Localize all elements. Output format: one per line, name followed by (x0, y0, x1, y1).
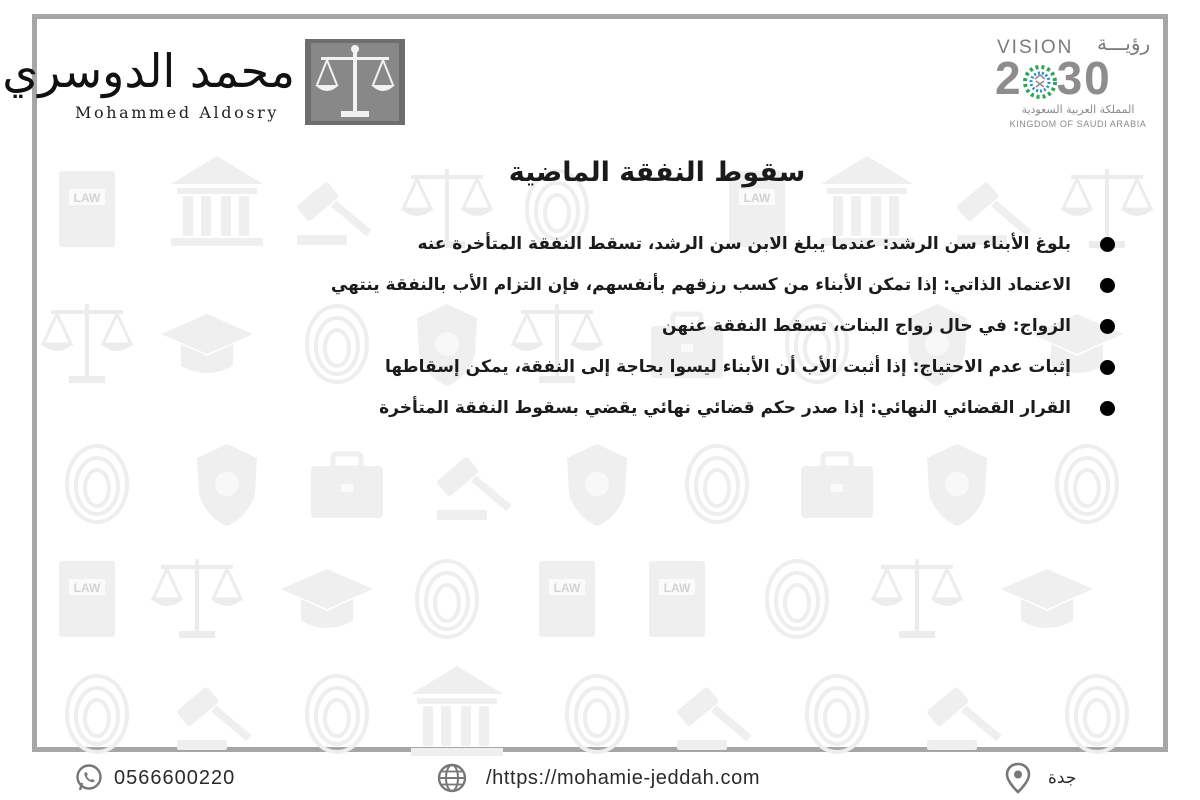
page-title: سقوط النفقة الماضية (508, 157, 806, 188)
list-item-text: الاعتماد الذاتي: إذا تمكن الأبناء من كسب رزقهم بأنفسهم، فإن التزام الأب بالنفقة ينتهي (330, 275, 1071, 295)
bullet-icon (1100, 360, 1115, 375)
kingdom-name-ar: المملكة العربية السعودية (1021, 103, 1135, 116)
brand-name-arabic: محمد الدوسري (2, 44, 295, 98)
list-item-text: القرار القضائي النهائي: إذا صدر حكم قضائي نهائي يقضي بسقوط النفقة المتأخرة (379, 398, 1071, 418)
website-url: /https://mohamie-jeddah.com (486, 766, 761, 789)
location-pin-icon (1004, 762, 1032, 794)
saudi-emblem-icon (1021, 63, 1059, 101)
vision-2030-logo (995, 33, 1161, 133)
list-item-text: إثبات عدم الاحتياج: إذا أثبت الأب أن الأبناء ليسوا بحاجة إلى النفقة، يمكن إسقاطها (384, 357, 1071, 377)
vision-year (995, 52, 1161, 104)
list-item (195, 347, 1115, 388)
vision-year-prefix: 2 (995, 52, 1023, 104)
kingdom-name-en: KINGDOM OF SAUDI ARABIA (1009, 119, 1147, 129)
vision-label-en: VISION (997, 37, 1074, 58)
brand-name-latin: Mohammed Aldosry (75, 103, 280, 122)
list-item (195, 388, 1115, 429)
contact-footer (0, 756, 1200, 800)
bullet-icon (1100, 237, 1115, 252)
phone-number: 0566600220 (114, 766, 236, 789)
bullet-icon (1100, 401, 1115, 416)
list-item-text: الزواج: في حال زواج البنات، تسقط النفقة عنهن (662, 316, 1071, 336)
vision-year-suffix: 30 (1056, 52, 1112, 104)
list-item-text: بلوغ الأبناء سن الرشد: عندما يبلغ الابن سن الرشد، تسقط النفقة المتأخرة عنه (417, 234, 1071, 254)
location-info (1004, 762, 1076, 794)
law-pattern-background: LAW (37, 154, 1163, 752)
conditions-list (195, 224, 1115, 429)
location-city: جدة (1048, 768, 1077, 788)
bullet-icon (1100, 319, 1115, 334)
website-link[interactable] (436, 762, 760, 794)
globe-icon (436, 762, 468, 794)
content-frame (2, 14, 1168, 752)
list-item (195, 306, 1115, 347)
list-item (195, 265, 1115, 306)
scales-of-justice-icon (305, 39, 405, 125)
vision-label-ar: رؤيـــة (1097, 31, 1151, 55)
bullet-icon (1100, 278, 1115, 293)
brand-logo (2, 39, 405, 125)
phone-contact[interactable] (74, 762, 235, 794)
whatsapp-icon (74, 763, 104, 793)
list-item (195, 224, 1115, 265)
